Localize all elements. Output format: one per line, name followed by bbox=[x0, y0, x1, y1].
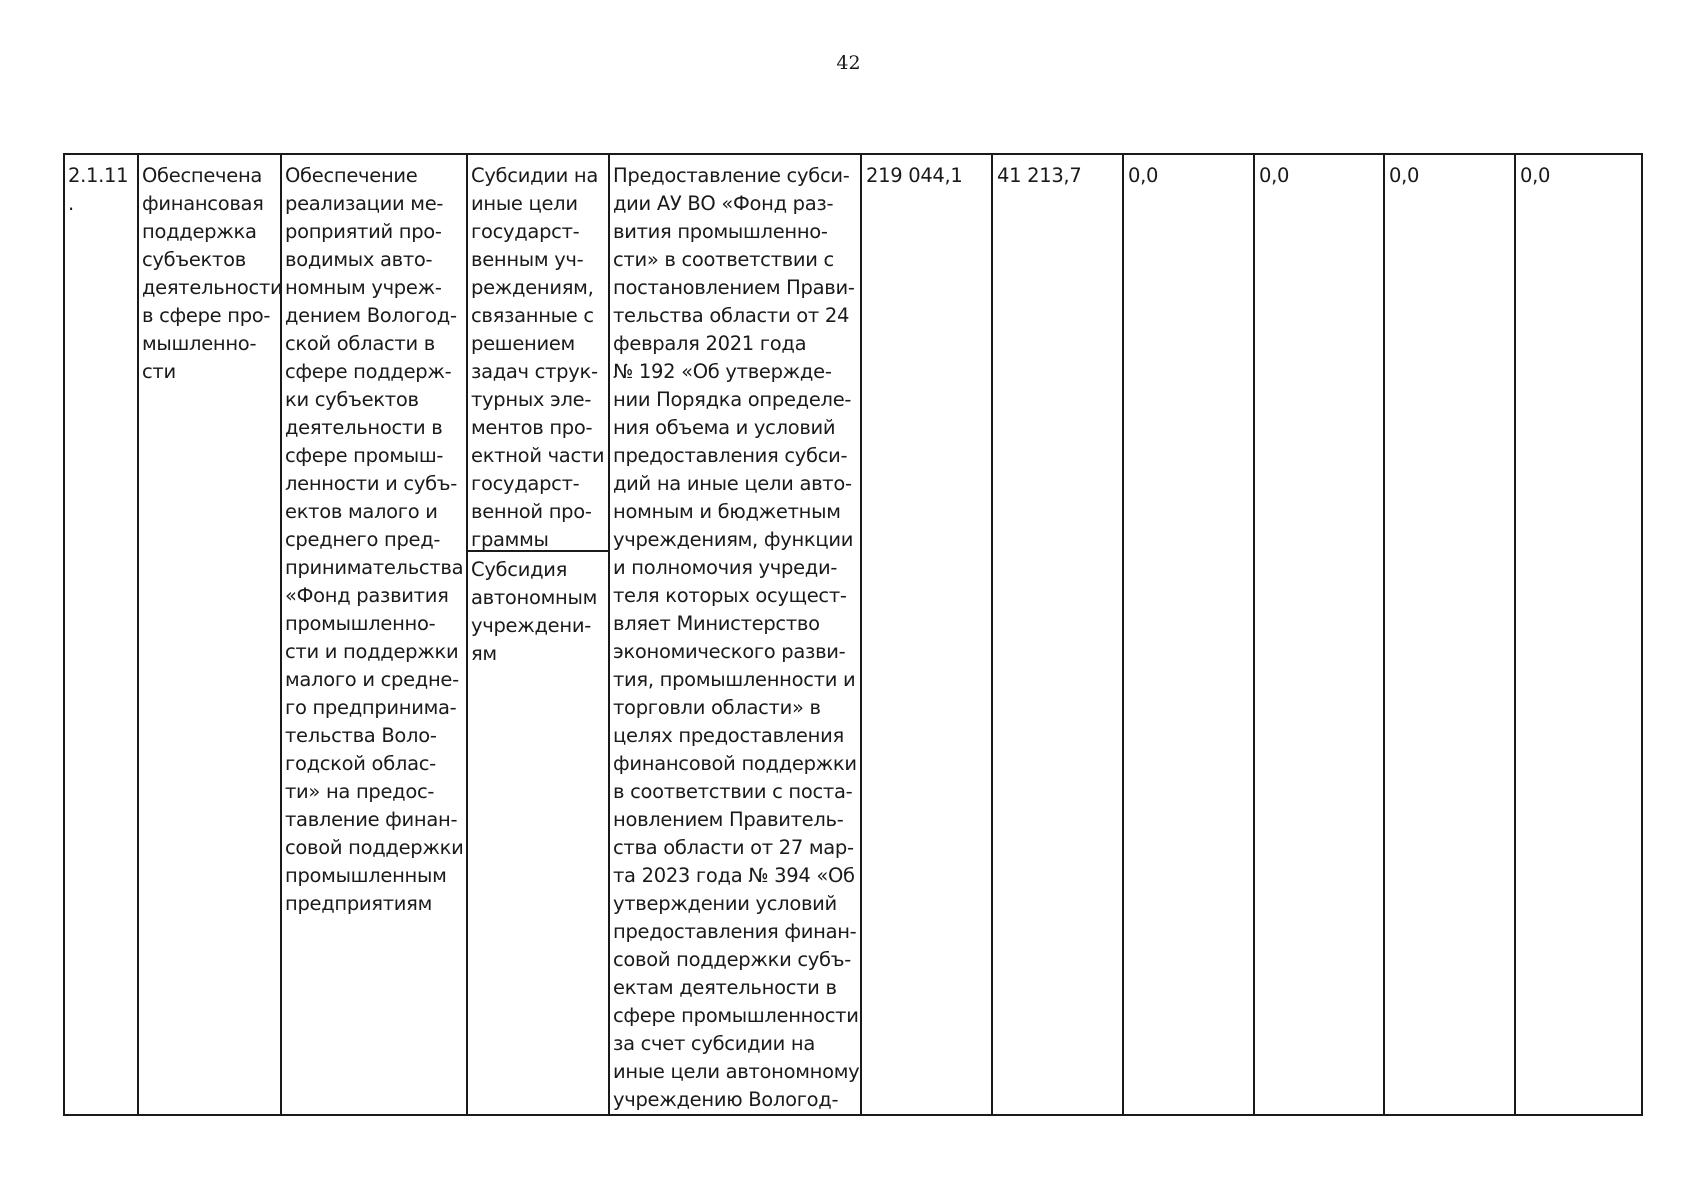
text-line: промышленным bbox=[285, 864, 447, 887]
text-line: тельства области от 24 bbox=[613, 304, 850, 327]
text-line: и полномочия учреди- bbox=[613, 556, 838, 579]
text-line: годской облас- bbox=[285, 752, 436, 775]
text-line: мышленно- bbox=[142, 332, 257, 355]
text-line: венным уч- bbox=[471, 248, 584, 271]
text-line: задач струк- bbox=[471, 360, 598, 383]
text-line: та 2023 года № 394 «Об bbox=[613, 864, 855, 887]
text-line: ства области от 27 мар- bbox=[613, 836, 854, 859]
text-line: государст- bbox=[471, 472, 580, 495]
text-line: нии Порядка определе- bbox=[613, 388, 852, 411]
text-line: поддержка bbox=[142, 220, 257, 243]
text-line: предоставления финан- bbox=[613, 920, 857, 943]
text-line: вляет Министерство bbox=[613, 612, 820, 635]
measure-text bbox=[282, 155, 466, 918]
text-line: ки субъектов bbox=[285, 388, 419, 411]
text-line: го предпринима- bbox=[285, 696, 457, 719]
text-line: принимательства bbox=[285, 556, 464, 579]
result-text bbox=[139, 155, 283, 386]
text-line: иные цели автономному bbox=[613, 1060, 860, 1083]
text-line: учреждению Вологод- bbox=[613, 1088, 839, 1111]
text-line: торговли области» в bbox=[613, 696, 821, 719]
text-line: № 192 «Об утвержде- bbox=[613, 360, 832, 383]
text-line: тельства Воло- bbox=[285, 724, 437, 747]
text-line: дением Вологод- bbox=[285, 304, 457, 327]
text-line: ектам деятельности в bbox=[613, 976, 837, 999]
text-line: теля которых осущест- bbox=[613, 584, 847, 607]
description-text bbox=[610, 155, 860, 1114]
text-line: сти bbox=[142, 360, 176, 383]
text-line: турных эле- bbox=[471, 388, 592, 411]
text-line: в сфере про- bbox=[142, 304, 271, 327]
code-cell bbox=[64, 154, 138, 1115]
text-line: Субсидия bbox=[471, 558, 568, 581]
text-line: реждениям, bbox=[471, 276, 594, 299]
text-line: предоставления субси- bbox=[613, 444, 848, 467]
text-line: граммы bbox=[471, 528, 549, 551]
text-line: вития промышленно- bbox=[613, 220, 828, 243]
text-line: Обеспечение bbox=[285, 164, 418, 187]
text-line: среднего пред- bbox=[285, 528, 441, 551]
value-cell-4 bbox=[1254, 154, 1384, 1115]
text-line: за счет субсидии на bbox=[613, 1032, 816, 1055]
text-line: ленности и субъ- bbox=[285, 472, 458, 495]
text-line: финансовая bbox=[142, 192, 264, 215]
text-line: сфере промышленности bbox=[613, 1004, 859, 1027]
expense-type-top bbox=[468, 155, 608, 552]
text-line: дий на иные цели авто- bbox=[613, 472, 852, 495]
text-line: в соответствии с поста- bbox=[613, 780, 853, 803]
text-line: «Фонд развития bbox=[285, 584, 449, 607]
text-line: решением bbox=[471, 332, 575, 355]
text-line: ектной части bbox=[471, 444, 605, 467]
text-line: государст- bbox=[471, 220, 580, 243]
value-cell-3 bbox=[1123, 154, 1254, 1115]
text-line: сфере промыш- bbox=[285, 444, 444, 467]
text-line: дии АУ ВО «Фонд раз- bbox=[613, 192, 834, 215]
text-line: водимых авто- bbox=[285, 248, 433, 271]
text-line: тавление финан- bbox=[285, 808, 458, 831]
text-line: предприятиям bbox=[285, 892, 433, 915]
text-line: сфере поддерж- bbox=[285, 360, 452, 383]
text-line: деятельности bbox=[142, 276, 283, 299]
text-line: финансовой поддержки bbox=[613, 752, 857, 775]
text-line: Обеспечена bbox=[142, 164, 263, 187]
text-line: субъектов bbox=[142, 248, 246, 271]
text-line: ям bbox=[471, 642, 497, 665]
text-line: ектов малого и bbox=[285, 500, 438, 523]
text-line: деятельности в bbox=[285, 416, 443, 439]
text-line: постановлением Прави- bbox=[613, 276, 855, 299]
value-3: 0,0 bbox=[1128, 164, 1159, 187]
text-line: иные цели bbox=[471, 192, 578, 215]
text-line: венной про- bbox=[471, 500, 592, 523]
value-cell-1 bbox=[861, 154, 992, 1115]
text-line: ской области в bbox=[285, 332, 435, 355]
item-code: 2.1.11. bbox=[68, 164, 129, 215]
text-line: автономным bbox=[471, 586, 597, 609]
budget-table bbox=[63, 153, 1643, 1116]
text-line: новлением Правитель- bbox=[613, 808, 844, 831]
text-line: номным учреж- bbox=[285, 276, 442, 299]
expense-type-cell bbox=[467, 154, 609, 1115]
text-line: совой поддержки bbox=[285, 836, 464, 859]
value-6: 0,0 bbox=[1520, 164, 1551, 187]
text-line: сти и поддержки bbox=[285, 640, 459, 663]
value-5: 0,0 bbox=[1389, 164, 1420, 187]
value-cell-5 bbox=[1384, 154, 1515, 1115]
text-line: учреждениям, функции bbox=[613, 528, 854, 551]
page-number: 42 bbox=[836, 52, 861, 74]
text-line: учреждени- bbox=[471, 614, 591, 637]
text-line: целях предоставления bbox=[613, 724, 844, 747]
text-line: совой поддержки субъ- bbox=[613, 948, 851, 971]
text-line: тия, промышленности и bbox=[613, 668, 856, 691]
text-line: роприятий про- bbox=[285, 220, 442, 243]
value-cell-6 bbox=[1515, 154, 1642, 1115]
text-line: номным и бюджетным bbox=[613, 500, 841, 523]
text-line: экономического разви- bbox=[613, 640, 846, 663]
text-line: ти» на предос- bbox=[285, 780, 435, 803]
result-cell bbox=[138, 154, 281, 1115]
value-1: 219 044,1 bbox=[866, 164, 963, 187]
value-2: 41 213,7 bbox=[997, 164, 1082, 187]
text-line: утверждении условий bbox=[613, 892, 837, 915]
text-line: связанные с bbox=[471, 304, 594, 327]
value-4: 0,0 bbox=[1259, 164, 1290, 187]
text-line: февраля 2021 года bbox=[613, 332, 807, 355]
expense-type-bottom-text bbox=[468, 552, 608, 668]
expense-type-top-text bbox=[468, 155, 608, 554]
value-cell-2 bbox=[992, 154, 1123, 1115]
text-line: малого и средне- bbox=[285, 668, 459, 691]
text-line: Субсидии на bbox=[471, 164, 599, 187]
text-line: ментов про- bbox=[471, 416, 593, 439]
text-line: Предоставление субси- bbox=[613, 164, 850, 187]
expense-type-bottom bbox=[468, 552, 608, 668]
table-row bbox=[64, 154, 1642, 1115]
description-cell bbox=[609, 154, 861, 1115]
text-line: ния объема и условий bbox=[613, 416, 836, 439]
text-line: сти» в соответствии с bbox=[613, 248, 834, 271]
measure-cell bbox=[281, 154, 467, 1115]
text-line: реализации ме- bbox=[285, 192, 444, 215]
text-line: промышленно- bbox=[285, 612, 436, 635]
